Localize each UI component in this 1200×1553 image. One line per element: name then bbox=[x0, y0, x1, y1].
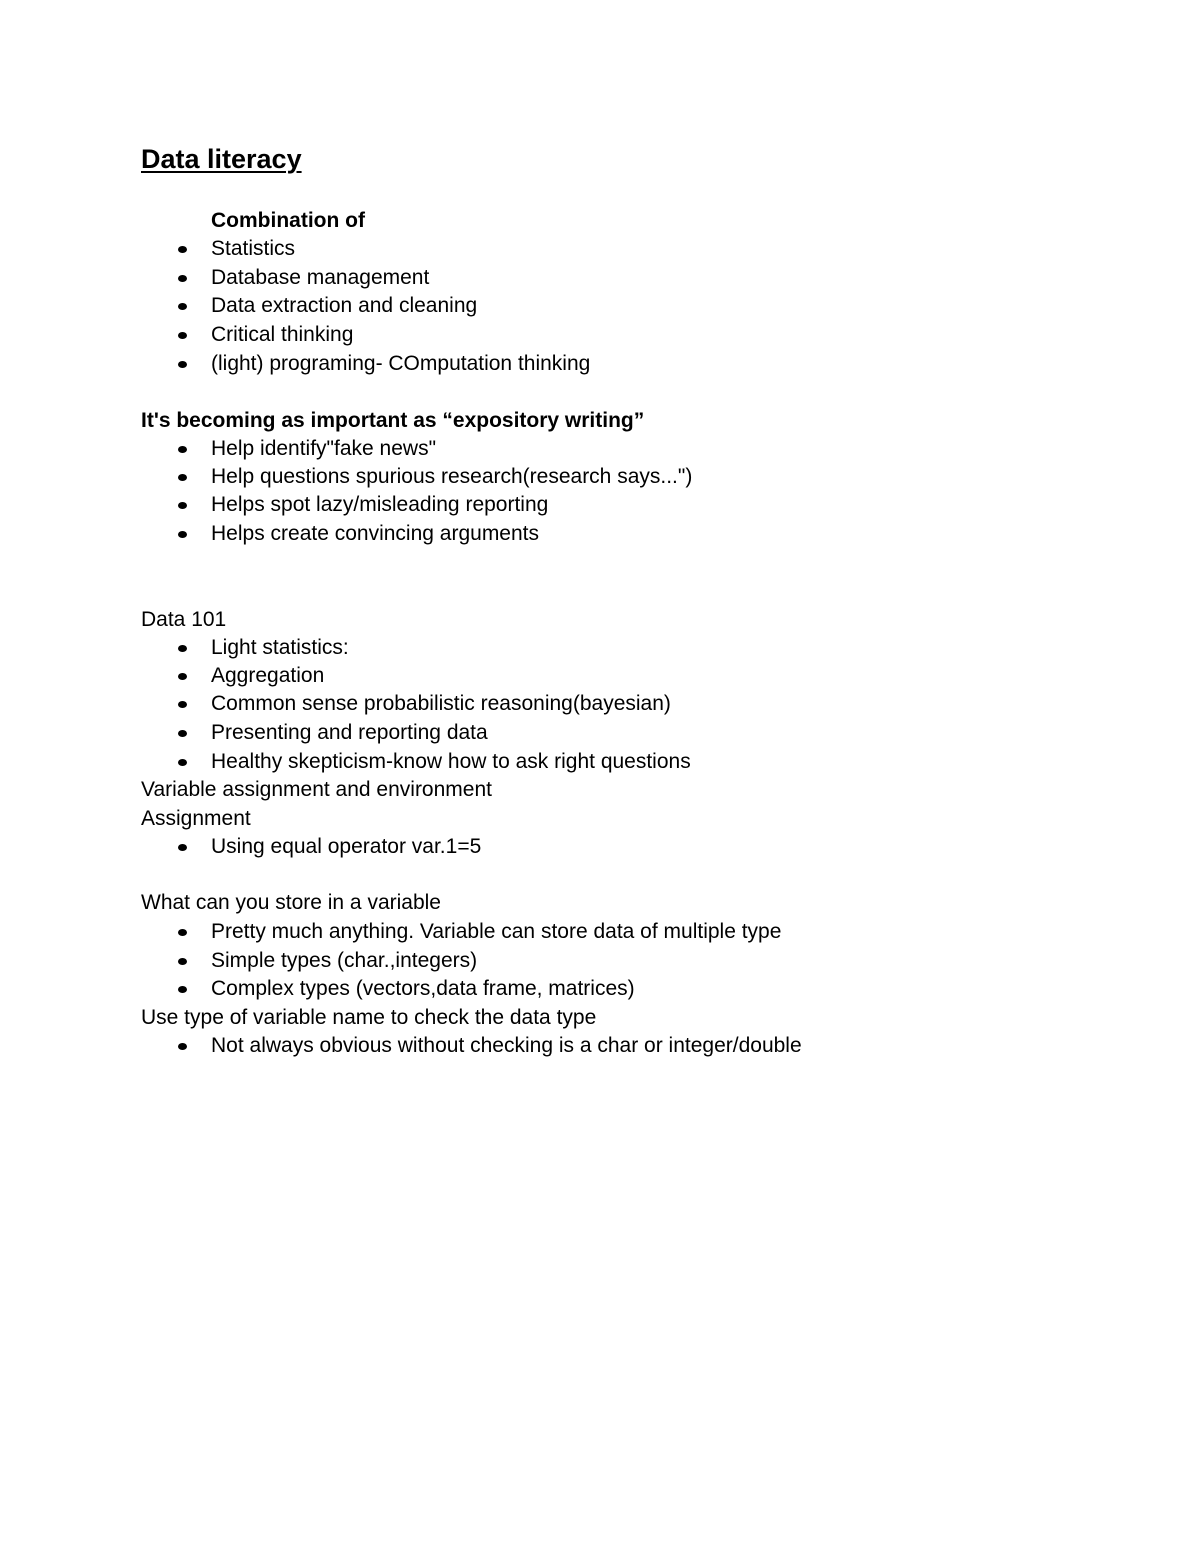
bullet-icon bbox=[178, 701, 187, 708]
variable-heading: Variable assignment and environment bbox=[141, 778, 492, 801]
list-item bbox=[176, 521, 539, 547]
bullet-icon bbox=[178, 929, 187, 936]
list-item-text: Helps spot lazy/misleading reporting bbox=[211, 493, 549, 516]
bullet-icon bbox=[178, 332, 187, 339]
importance-heading: It's becoming as important as “expository writing” bbox=[141, 409, 645, 432]
list-item-text: Database management bbox=[211, 266, 430, 289]
list-item bbox=[176, 976, 635, 1002]
list-item-text: Healthy skepticism-know how to ask right questions bbox=[211, 750, 691, 773]
list-item-text: Complex types (vectors,data frame, matrices) bbox=[211, 977, 635, 1000]
list-item-text: (light) programing- COmputation thinking bbox=[211, 352, 591, 375]
list-item-text: Help identify"fake news" bbox=[211, 437, 437, 460]
bullet-icon bbox=[178, 303, 187, 310]
list-item-text: Pretty much anything. Variable can store data of multiple type bbox=[211, 920, 782, 943]
bullet-icon bbox=[178, 531, 187, 538]
list-item bbox=[176, 492, 548, 518]
list-item-text: Simple types (char.,integers) bbox=[211, 949, 478, 972]
list-item-text: Presenting and reporting data bbox=[211, 721, 488, 744]
list-item bbox=[176, 464, 692, 490]
type-heading: Use type of variable name to check the data type bbox=[141, 1006, 597, 1029]
list-item bbox=[176, 293, 477, 319]
bullet-icon bbox=[178, 361, 187, 368]
list-item bbox=[176, 236, 295, 262]
list-item-text: Using equal operator var.1=5 bbox=[211, 835, 482, 858]
document-title: Data literacy bbox=[141, 144, 302, 174]
list-item bbox=[176, 720, 488, 746]
list-item-text: Data extraction and cleaning bbox=[211, 294, 478, 317]
store-heading: What can you store in a variable bbox=[141, 891, 441, 914]
bullet-icon bbox=[178, 958, 187, 965]
list-item-text: Not always obvious without checking is a char or integer/double bbox=[211, 1034, 802, 1057]
combination-heading: Combination of bbox=[211, 209, 365, 232]
list-item bbox=[176, 635, 349, 661]
list-item bbox=[176, 919, 781, 945]
assignment-heading: Assignment bbox=[141, 807, 251, 830]
bullet-icon bbox=[178, 730, 187, 737]
list-item bbox=[176, 265, 429, 291]
bullet-icon bbox=[178, 673, 187, 680]
bullet-icon bbox=[178, 275, 187, 282]
list-item-text: Helps create convincing arguments bbox=[211, 522, 540, 545]
bullet-icon bbox=[178, 986, 187, 993]
bullet-icon bbox=[178, 502, 187, 509]
list-item bbox=[176, 322, 353, 348]
list-item-text: Statistics bbox=[211, 237, 296, 260]
list-item-text: Critical thinking bbox=[211, 323, 354, 346]
list-item bbox=[176, 1033, 802, 1059]
list-item bbox=[176, 834, 481, 860]
list-item-text: Help questions spurious research(research says...") bbox=[211, 465, 693, 488]
bullet-icon bbox=[178, 446, 187, 453]
bullet-icon bbox=[178, 474, 187, 481]
list-item-text: Aggregation bbox=[211, 664, 325, 687]
bullet-icon bbox=[178, 844, 187, 851]
list-item bbox=[176, 691, 671, 717]
bullet-icon bbox=[178, 645, 187, 652]
bullet-icon bbox=[178, 246, 187, 253]
list-item bbox=[176, 948, 477, 974]
bullet-icon bbox=[178, 1043, 187, 1050]
list-item bbox=[176, 351, 590, 377]
data101-heading: Data 101 bbox=[141, 608, 227, 631]
list-item bbox=[176, 436, 436, 462]
list-item-text: Common sense probabilistic reasoning(bayesian) bbox=[211, 692, 671, 715]
list-item-text: Light statistics: bbox=[211, 636, 349, 659]
list-item bbox=[176, 749, 691, 775]
list-item bbox=[176, 663, 324, 689]
bullet-icon bbox=[178, 759, 187, 766]
